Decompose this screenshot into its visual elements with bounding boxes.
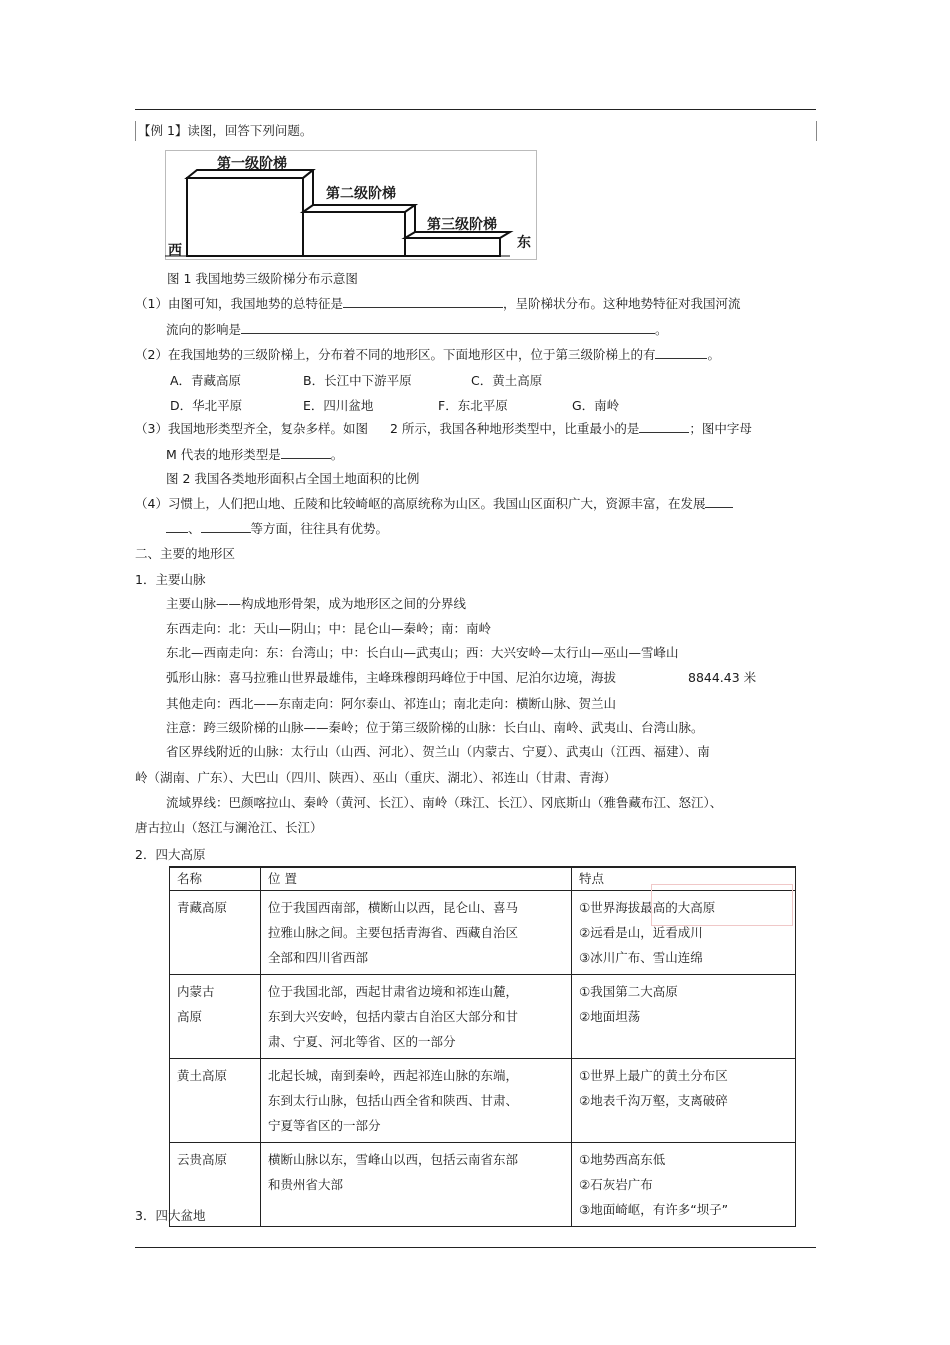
q3-blank1 [639,420,689,433]
feature-line: ②远看是山，近看成川 [579,925,703,940]
plateau-name: 高原 [177,1009,203,1024]
figure1-caption: 图 1 我国地势三级阶梯分布示意图 [167,271,358,286]
step3-label: 第三级阶梯 [427,217,497,233]
basins-heading: 3．四大盆地 [135,1208,206,1223]
q2-option-g: G．南岭 [572,398,620,413]
q2-option-a: A．青藏高原 [170,373,242,388]
plateau-name: 黄土高原 [177,1068,228,1083]
q3-text-d: M 代表的地形类型是 [166,447,281,462]
mountain-line-7: 省区界线附近的山脉：太行山（山西、河北）、贺兰山（内蒙古、宁夏）、武夷山（江西、福建）、南 [166,744,710,759]
feature-line: ①世界海拔最高的大高原 [579,900,716,915]
plateau-name: 内蒙古 [177,984,215,999]
header-location: 位 置 [261,867,572,891]
q2-option-c: C．黄土高原 [471,373,543,388]
step2-label: 第二级阶梯 [326,186,396,202]
mountains-heading: 1．主要山脉 [135,572,206,587]
header-features: 特点 [572,867,796,891]
mountain-line-1: 主要山脉——构成地形骨架，成为地形区之间的分界线 [166,596,467,611]
east-label: 东 [517,235,531,251]
figure2-caption: 图 2 我国各类地形面积占全国土地面积的比例 [166,471,420,486]
location-line: 北起长城，南到秦岭，西起祁连山脉的东端， [268,1068,519,1083]
q4-text-b: 等方面，往往具有优势。 [250,521,389,536]
location-line: 东到大兴安岭，包括内蒙古自治区大部分和甘 [268,1009,519,1024]
feature-line: ①世界上最广的黄土分布区 [579,1068,728,1083]
step1-label: 第一级阶梯 [217,156,287,172]
feature-line: ②地面坦荡 [579,1009,641,1024]
feature-line: ②石灰岩广布 [579,1177,653,1192]
q4-text-a: （4）习惯上，人们把山地、丘陵和比较崎岖的高原统称为山区。我国山区面积广大，资源丰富，在发展 [135,496,706,511]
location-line: 肃、宁夏、河北等省、区的一部分 [268,1034,456,1049]
q3-text-a: （3）我国地形类型齐全，复杂多样。如图 [135,421,368,436]
location-line: 横断山脉以东，雪峰山以西，包括云南省东部 [268,1152,519,1167]
q4-line1 [135,494,733,512]
mountain-line-9: 流域界线：巴颜喀拉山、秦岭（黄河、长江）、南岭（珠江、长江）、冈底斯山（雅鲁藏布江、怒江）、 [166,795,723,810]
q2-option-d: D．华北平原 [170,398,243,413]
q4-blank3 [201,520,251,533]
bottom-rule [135,1247,816,1248]
feature-line: ③地面崎岖，有许多“坝子” [579,1202,729,1217]
q2-text: （2）在我国地势的三级阶梯上，分布着不同的地形区。下面地形区中，位于第三级阶梯上的有 [135,347,656,362]
q2-blank [655,346,707,359]
q1-text-c: 流向的影响是 [166,322,242,337]
q2-option-f: F．东北平原 [438,398,508,413]
q4-line2: 、 等方面，往往具有优势。 [166,519,388,537]
q3-blank2 [281,446,331,459]
everest-height: 8844.43 米 [688,670,757,685]
location-line: 位于我国西南部，横断山以西，昆仑山、喜马 [268,900,519,915]
mountain-line-6: 注意：跨三级阶梯的山脉——秦岭；位于第三级阶梯的山脉：长白山、南岭、武夷山、台湾山脉。 [166,720,704,735]
feature-line: ①地势西高东低 [579,1152,666,1167]
location-line: 宁夏等省区的一部分 [268,1118,381,1133]
mountain-line-10: 唐古拉山（怒江与澜沧江、长江） [135,820,323,835]
terrain-steps-figure [165,150,537,260]
q4-blank1 [705,495,733,508]
q3-text-c: ；图中字母 [689,421,752,436]
q2-option-e: E．四川盆地 [303,398,374,413]
feature-line: ③冰川广布、雪山连绵 [579,950,703,965]
q1-blank2 [241,321,655,334]
mountain-line-2: 东西走向：北：天山—阴山；中：昆仑山—秦岭；南：南岭 [166,621,492,636]
location-line: 位于我国北部，西起甘肃省边境和祁连山麓， [268,984,519,999]
mountain-line-3: 东北—西南走向：东：台湾山；中：长白山—武夷山；西：大兴安岭—太行山—巫山—雪峰山 [166,645,679,660]
q1-blank1 [343,295,503,308]
table-row [170,1143,796,1227]
location-line: 和贵州省大部 [268,1177,344,1192]
mountain-line-5: 其他走向：西北——东南走向：阿尔泰山、祁连山；南北走向：横断山脉、贺兰山 [166,696,617,711]
west-label: 西 [168,243,182,259]
q3-text-b: 2 所示，我国各种地形类型中，比重最小的是 [389,421,640,436]
q2-line: （2）在我国地势的三级阶梯上，分布着不同的地形区。下面地形区中，位于第三级阶梯上的有 。 [135,347,720,362]
location-line: 全部和四川省西部 [268,950,369,965]
header-name: 名称 [170,867,261,891]
example-label: 【例 1】读图，回答下列问题。 [138,123,313,138]
top-rule [135,109,816,110]
plateau-name: 青藏高原 [177,900,228,915]
location-line: 东到太行山脉，包括山西全省和陕西、甘肃、 [268,1093,519,1108]
q3-line1 [135,419,752,437]
location-line: 拉雅山脉之间。主要包括青海省、西藏自治区 [268,925,519,940]
q1-text-a: （1）由图可知，我国地势的总特征是 [135,296,343,311]
mountain-line-4: 弧形山脉：喜马拉雅山世界最雄伟，主峰珠穆朗玛峰位于中国、尼泊尔边境，海拔 [166,670,617,685]
q4-blank2 [166,520,188,533]
plateau-name: 云贵高原 [177,1152,228,1167]
table-row [170,1059,796,1143]
watermark-stamp [651,884,793,926]
q3-line2: M 代表的地形类型是 。 [166,447,344,462]
q1-text-b: ，呈阶梯状分布。这种地势特征对我国河流 [502,296,741,311]
mountain-line-8: 岭（湖南、广东）、大巴山（四川、陕西）、巫山（重庆、湖北）、祁连山（甘肃、青海） [135,770,617,785]
section2-title: 二、主要的地形区 [135,546,236,561]
table-row [170,975,796,1059]
q2-option-b: B．长江中下游平原 [303,373,412,388]
plateaus-heading: 2．四大高原 [135,847,206,862]
feature-line: ②地表千沟万壑，支离破碎 [579,1093,728,1108]
feature-line: ①我国第二大高原 [579,984,678,999]
q1-line2: 流向的影响是 。 [166,322,668,337]
q1-line1 [135,294,740,312]
